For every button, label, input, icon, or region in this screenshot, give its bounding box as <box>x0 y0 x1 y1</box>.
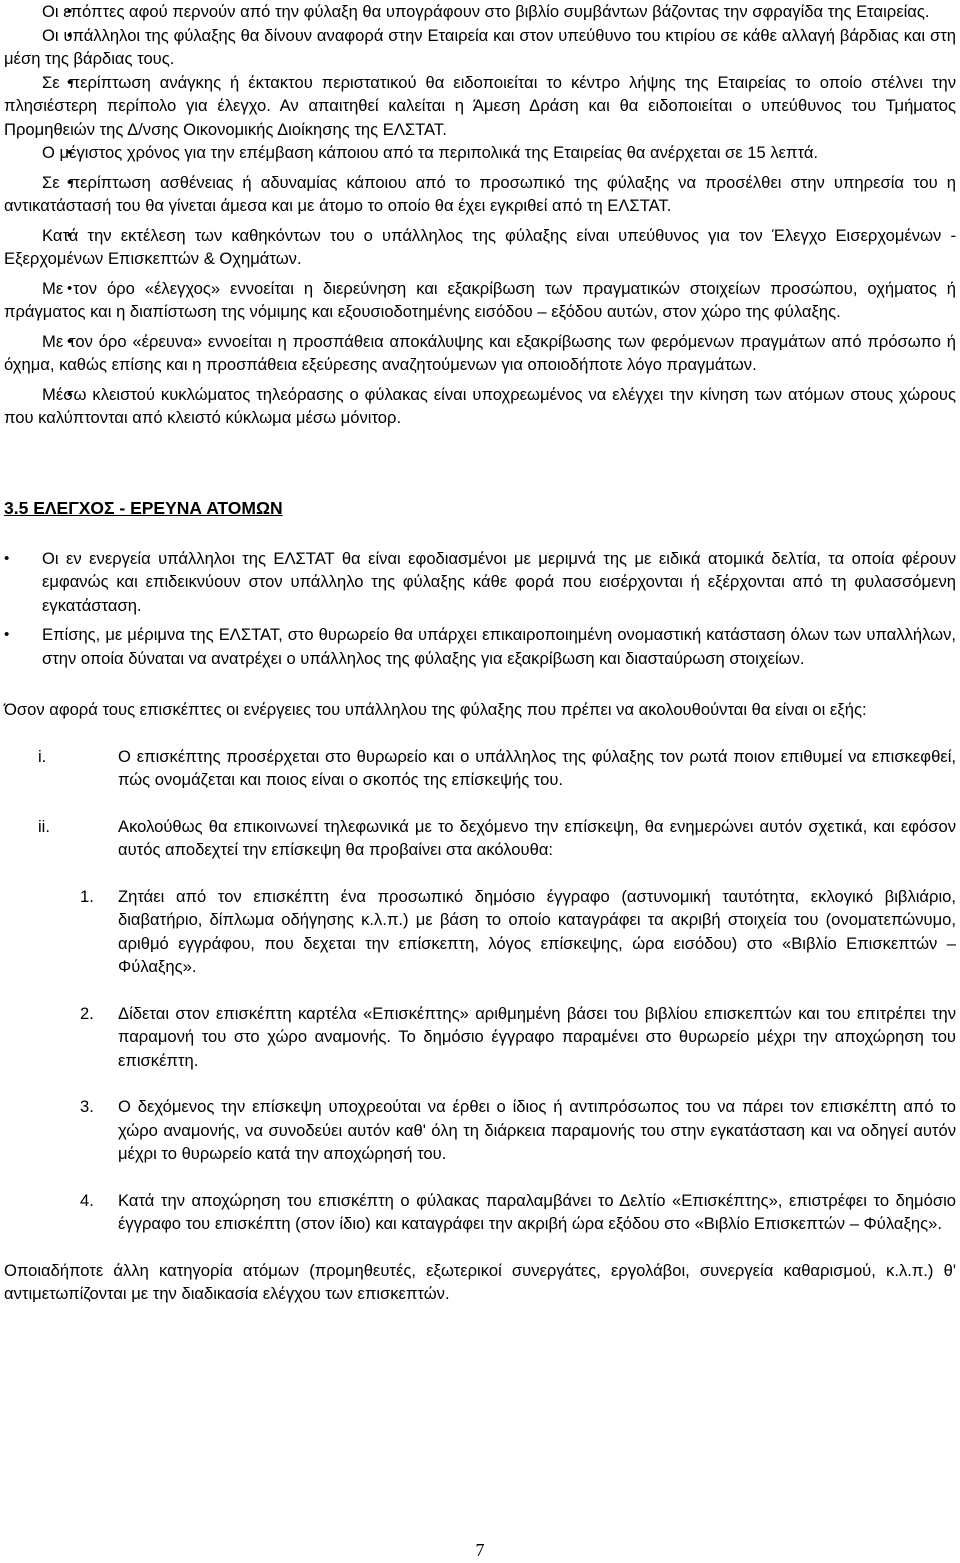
item-text: Ο δεχόμενος την επίσκεψη υποχρεούται να έρθει ο ίδιος ή αντιπρόσωπος του να πάρει τον επισκέπτη από το χώρο αναμονής, να συνοδεύει αυτόν καθ' όλη τη διάρκεια παραμονής του στην εγκατάσταση και να οδηγεί αυτόν μέχρι το θυρωρείο κατά την αποχώρησή του. <box>118 1097 956 1163</box>
item-text: Ο επισκέπτης προσέρχεται στο θυρωρείο και ο υπάλληλος της φύλαξης τον ρωτά ποιον επιθυμεί να επισκεφθεί, πώς ονομάζεται και ποιος είναι ο σκοπός της επίσκεψής του. <box>118 746 956 789</box>
item-number: 4. <box>80 1190 94 1210</box>
bullet-item: • Οι υπάλληλοι της φύλαξης θα δίνουν αναφορά στην Εταιρεία και στον υπεύθυνο του κτιρίου σε κάθε αλλαγή βάρδιας και στη μέση της βάρδιας τους. <box>4 24 956 71</box>
section-heading: 3.5 ΕΛΕΓΧΟΣ - ΕΡΕΥΝΑ ΑΤΟΜΩΝ <box>4 497 283 518</box>
bullet-item: • Σε περίπτωση ανάγκης ή έκτακτου περιστατικού θα ειδοποιείται το κέντρο λήψης της Εταιρείας το οποίο στέλνει την πλησιέστερη περίπολο για έλεγχο. Αν απαιτηθεί καλείται η Άμεση Δράση και θα ειδοποιείται ο υπεύθυνος του Τμήματος Προμηθειών της Δ/νσης Οικονομικής Διοίκησης της ΕΛΣΤΑΤ. <box>4 71 956 142</box>
page-number: 7 <box>475 1540 485 1560</box>
roman-item <box>4 745 956 792</box>
item-number: ii. <box>38 816 50 836</box>
visitors-intro: Όσον αφορά τους επισκέπτες οι ενέργειες του υπάλληλου της φύλαξης που πρέπει να ακολουθούνται θα είναι οι εξής: <box>4 700 867 719</box>
item-number: i. <box>38 746 47 766</box>
bullet-item: • Οι εν ενεργεία υπάλληλοι της ΕΛΣΤΑΤ θα είναι εφοδιασμένοι με μεριμνά της με ειδικά ατομικά δελτία, τα οποία φέρουν εμφανώς και επιδεικνύουν στον υπάλληλο της φύλαξης κάθε φορά που εισέρχονται ή εξέρχονται από τη φυλασσόμενη εγκατάσταση. <box>4 547 956 618</box>
item-text: Ακολούθως θα επικοινωνεί τηλεφωνικά με το δεχόμενο την επίσκεψη, θα ενημερώνει αυτόν σχετικά, και εφόσον αυτός αποδεχτεί την επίσκεψη θα προβαίνει στα ακόλουθα: <box>118 816 956 859</box>
item-text: Δίδεται στον επισκέπτη καρτέλα «Επισκέπτης» αριθμημένη βάσει του βιβλίου επισκεπτών και του επιτρέπει την παραμονή του στο χώρο αναμονής. Το δημόσιο έγγραφο παραμένει στο θυρωρείο μέχρι την αποχώρηση του επισκέπτη. <box>118 1003 956 1070</box>
bullet-item: • Σε περίπτωση ασθένειας ή αδυναμίας κάποιου από το προσωπικό της φύλαξης να προσέλθει στην υπηρεσία του η αντικατάστασή του θα γίνεται άμεσα και με άτομο το οποίο θα έχει εγκριθεί από τη ΕΛΣΤΑΤ. <box>4 171 956 218</box>
bullet-item: • Ο μέγιστος χρόνος για την επέμβαση κάποιου από τα περιπολικά της Εταιρείας θα ανέρχεται σε 15 λεπτά. <box>4 141 956 165</box>
item-number: 2. <box>80 1003 94 1023</box>
section-bullet-list <box>4 547 956 671</box>
numbered-item <box>4 1189 956 1236</box>
closing-paragraph: Οποιαδήποτε άλλη κατηγορία ατόμων (προμηθευτές, εξωτερικοί συνεργάτες, εργολάβοι, συνεργεία καθαρισμού, κ.λ.π.) θ' αντιμετωπίζονται με την διαδικασία ελέγχου των επισκεπτών. <box>4 1260 956 1303</box>
item-text: Κατά την αποχώρηση του επισκέπτη ο φύλακας παραλαμβάνει το Δελτίο «Επισκέπτης», επιστρέφει το δημόσιο έγγραφο του επισκέπτη (στον ίδιο) και καταγράφει την ακριβή ώρα εξόδου στο «Βιβλίο Επισκεπτών – Φύλαξης». <box>118 1190 956 1233</box>
bullet-item: • Κατά την εκτέλεση των καθηκόντων του ο υπάλληλος της φύλαξης είναι υπεύθυνος για τον Έλεγχο Εισερχομένων - Εξερχομένων Επισκεπτών & Οχημάτων. <box>4 224 956 271</box>
bullet-item: • Μέσω κλειστού κυκλώματος τηλεόρασης ο φύλακας είναι υποχρεωμένος να ελέγχει την κίνηση των ατόμων στους χώρους που καλύπτονται από κλειστό κύκλωμα μέσω μόνιτορ. <box>4 383 956 430</box>
bullet-item: • Επίσης, με μέριμνα της ΕΛΣΤΑΤ, στο θυρωρείο θα υπάρχει επικαιροποιημένη ονομαστική κατάσταση όλων των υπαλλήλων, στην οποία δύναται να ανατρέχει ο υπάλληλος της φύλαξης για εξακρίβωση και διασταύρωση στοιχείων. <box>4 623 956 670</box>
top-bullet-list <box>4 0 956 430</box>
item-number: 3. <box>80 1097 94 1116</box>
numbered-item <box>4 1095 956 1166</box>
bullet-item: • Οι επόπτες αφού περνούν από την φύλαξη θα υπογράφουν στο βιβλίο συμβάντων βάζοντας την σφραγίδα της Εταιρείας. <box>4 0 956 24</box>
numbered-item <box>4 885 956 979</box>
item-text: Ζητάει από τον επισκέπτη ένα προσωπικό δημόσιο έγγραφο (αστυνομική ταυτότητα, εκλογικό βιβλιάριο, διαβατήριο, δίπλωμα οδήγησης κ.λ.π.) με βάση το οποίο καταγράφει τα ακριβή στοιχεία του (ονοματεπώνυμο, αριθμό εγγράφου, που δεχεται την επίσκεπτη, λόγος επίσκεψης, ώρα εισόδου) στο «Βιβλίο Επισκεπτών – Φύλαξης». <box>118 886 956 976</box>
numbered-item <box>4 1002 956 1073</box>
bullet-item: • Με τον όρο «έλεγχος» εννοείται η διερεύνηση και εξακρίβωση των πραγματικών στοιχείων προσώπου, οχήματος ή πράγματος και η διαπίστωση της νόμιμης και εξουσιοδοτημένης εισόδου – εξόδου αυτών, στον χώρο της φύλαξης. <box>4 277 956 324</box>
roman-item <box>4 815 956 862</box>
item-number: 1. <box>80 886 94 906</box>
bullet-item: • Με τον όρο «έρευνα» εννοείται η προσπάθεια αποκάλυψης και εξακρίβωσης των φερόμενων πραγμάτων από πρόσωπο ή όχημα, καθώς επίσης και η προσπάθεια εξεύρεσης αναζητούμενων για οποιοδήποτε λόγο πραγμάτων. <box>4 330 956 377</box>
